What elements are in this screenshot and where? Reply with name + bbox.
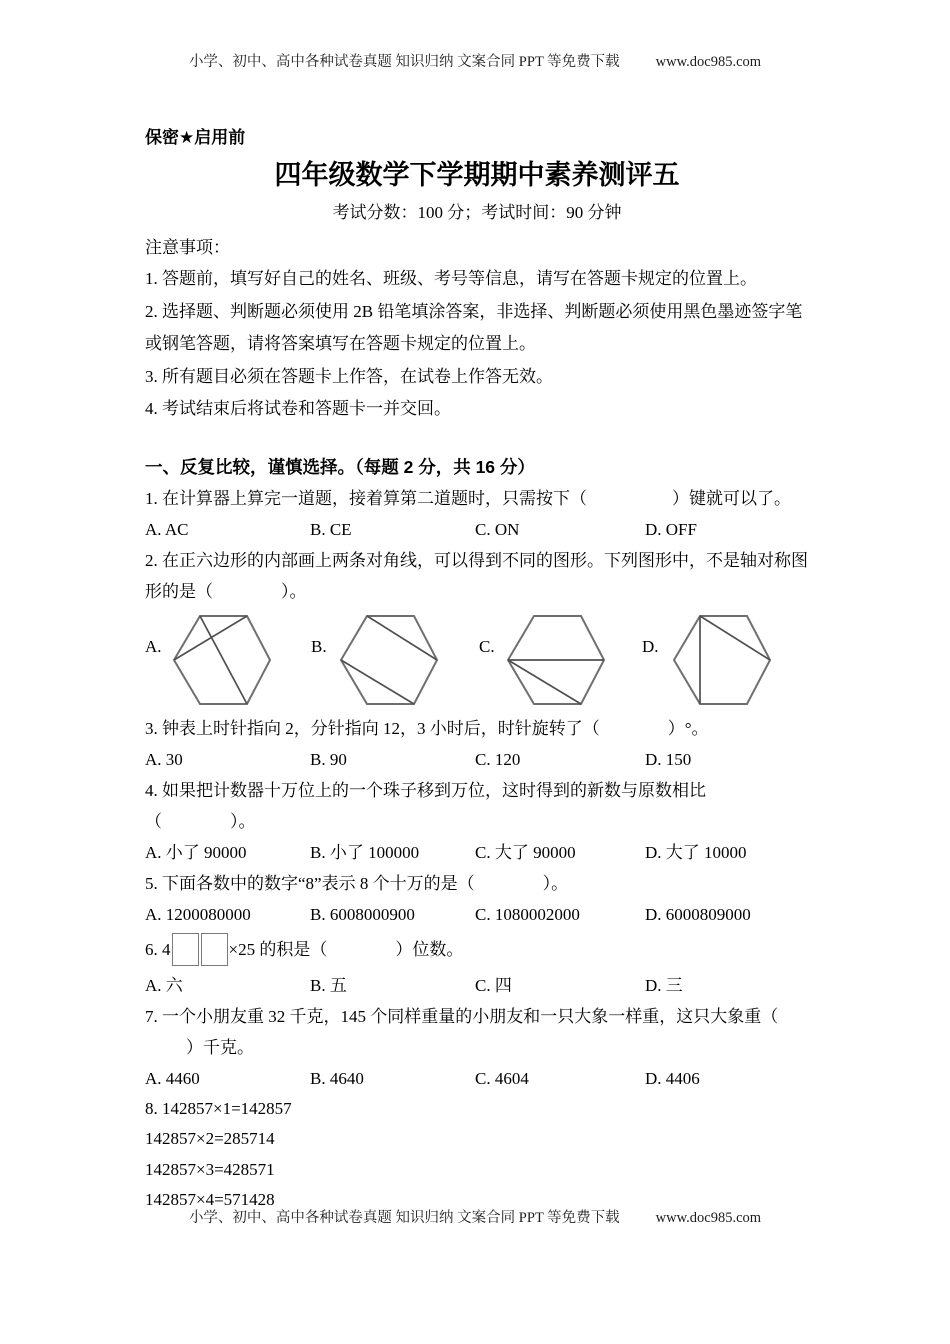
q4-option-b: B. 小了 100000 [310, 842, 420, 862]
notice-line-3: 3. 所有题目必须在答题卡上作答，在试卷上作答无效。 [145, 366, 553, 386]
q1-option-b: B. CE [310, 519, 352, 539]
q6-option-b: B. 五 [310, 975, 347, 995]
question-2-stem-line-2: 形的是（ ）。 [145, 581, 307, 601]
q4-option-c: C. 大了 90000 [475, 842, 576, 862]
notice-line-2: 2. 选择题、判断题必须使用 2B 铅笔填涂答案，非选择、判断题必须使用黑色墨迹签字笔 [145, 301, 803, 321]
question-1-options [145, 514, 809, 545]
footer-site-url: www.doc985.com [655, 1210, 762, 1226]
blank-box [201, 933, 228, 966]
secrecy-label: 保密★启用前 [145, 128, 246, 147]
q6-stem-suffix: ×25 的积是（ ）位数。 [228, 940, 464, 959]
q3-option-b: B. 90 [310, 749, 347, 769]
section-1-heading: 一、反复比较，谨慎选择。（每题 2 分，共 16 分） [145, 456, 535, 477]
q7-option-c: C. 4604 [475, 1068, 529, 1088]
q3-option-d: D. 150 [645, 749, 692, 769]
q6-stem-prefix: 6. 4 [145, 940, 171, 959]
q7-option-d: D. 4406 [645, 1068, 700, 1088]
exam-meta: 考试分数：100 分；考试时间：90 分钟 [332, 203, 622, 222]
blank-box [172, 933, 199, 966]
q1-option-a: A. AC [145, 519, 189, 539]
question-5-stem: 5. 下面各数中的数字“8”表示 8 个十万的是（ ）。 [145, 873, 569, 893]
q6-option-c: C. 四 [475, 975, 512, 995]
footer-tagline: 小学、初中、高中各种试卷真题 知识归纳 文案合同 PPT 等免费下载 [188, 1210, 620, 1226]
question-4-stem: 4. 如果把计数器十万位上的一个珠子移到万位，这时得到的新数与原数相比（ ）。 [145, 780, 706, 831]
figure-d-label: D. [642, 636, 659, 656]
header-site-url: www.doc985.com [655, 54, 762, 70]
question-6-options [145, 970, 809, 1001]
q1-option-d: D. OFF [645, 519, 697, 539]
question-6-stem [145, 930, 809, 970]
figure-b-label: B. [311, 636, 327, 656]
q5-option-a: A. 1200080000 [145, 904, 251, 924]
q1-option-c: C. ON [475, 519, 520, 539]
exam-title: 四年级数学下学期期中素养测评五 [274, 160, 680, 190]
page-header [0, 50, 950, 71]
notice-line-1: 1. 答题前，填写好自己的姓名、班级、考号等信息，请写在答题卡规定的位置上。 [145, 269, 757, 288]
question-7-stem-line-1: 7. 一个小朋友重 32 千克，145 个同样重量的小朋友和一只大象一样重，这只大象重（ [145, 1006, 779, 1026]
question-7-stem-line-2: ）千克。 [169, 1037, 254, 1057]
q7-option-a: A. 4460 [145, 1068, 200, 1088]
question-1-stem: 1. 在计算器上算完一道题，接着算第二道题时，只需按下（ ）键就可以了。 [145, 488, 791, 508]
figure-c-label: C. [479, 636, 495, 656]
hexagon-horizontal-and-lower-diagonal-figure [506, 613, 606, 707]
header-tagline: 小学、初中、高中各种试卷真题 知识归纳 文案合同 PPT 等免费下载 [188, 54, 620, 70]
hexagon-vertical-and-upper-diagonal-figure [672, 613, 772, 707]
q6-option-a: A. 六 [145, 975, 183, 995]
q3-option-a: A. 30 [145, 749, 183, 769]
notice-heading: 注意事项： [145, 238, 230, 257]
q5-option-c: C. 1080002000 [475, 904, 580, 924]
q7-option-b: B. 4640 [310, 1068, 364, 1088]
page-content [145, 124, 809, 1216]
q4-option-a: A. 小了 90000 [145, 842, 247, 862]
notice-line-4: 4. 考试结束后将试卷和答题卡一并交回。 [145, 399, 451, 418]
hexagon-two-crossing-diagonals-figure [172, 613, 272, 707]
hexagon-two-parallel-diagonals-figure [339, 613, 439, 707]
q6-option-d: D. 三 [645, 975, 683, 995]
notice-line-2-cont: 或钢笔答题，请将答案填写在答题卡规定的位置上。 [145, 334, 536, 353]
question-8-line-2: 142857×2=285714 [145, 1129, 275, 1148]
question-7-options [145, 1063, 809, 1094]
question-8-line-1: 8. 142857×1=142857 [145, 1098, 292, 1118]
question-3-stem: 3. 钟表上时针指向 2，分针指向 12，3 小时后，时针旋转了（ ）°。 [145, 718, 709, 738]
question-8-line-3: 142857×3=428571 [145, 1159, 275, 1179]
figure-a-label: A. [145, 636, 162, 656]
question-4-options [145, 837, 809, 868]
question-5-options [145, 899, 809, 930]
question-3-options [145, 744, 809, 775]
page-footer [0, 1206, 950, 1227]
q5-option-d: D. 6000809000 [645, 904, 751, 924]
q3-option-c: C. 120 [475, 749, 521, 769]
question-8-line-4: 142857×4=571428 [145, 1190, 275, 1209]
q4-option-d: D. 大了 10000 [645, 842, 747, 862]
question-2-figures [145, 609, 809, 713]
q5-option-b: B. 6008000900 [310, 904, 415, 924]
question-2-stem-line-1: 2. 在正六边形的内部画上两条对角线，可以得到不同的图形。下列图形中，不是轴对称图 [145, 550, 808, 570]
